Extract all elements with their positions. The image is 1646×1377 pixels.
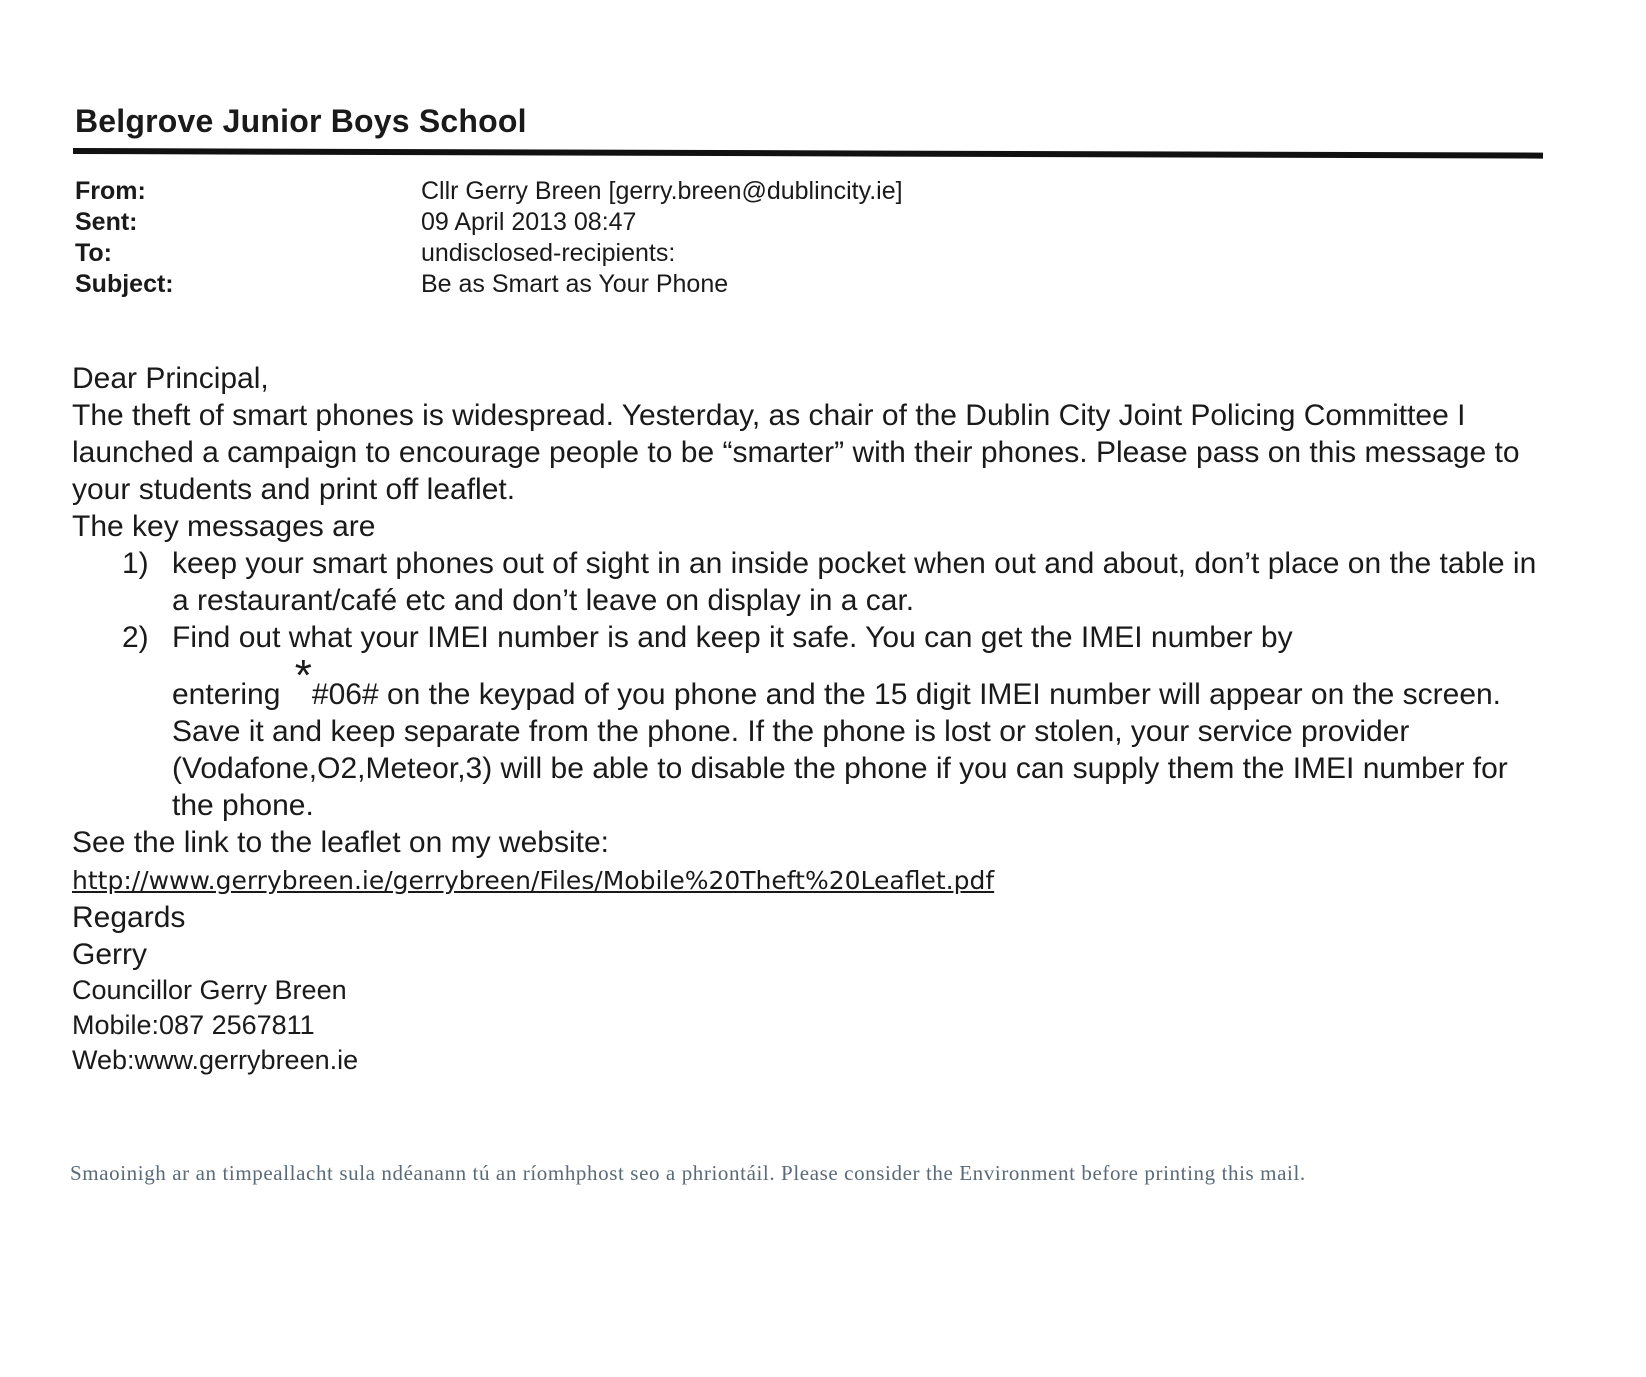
list-item-text-continued: #06# on the keypad of you phone and the 15 digit IMEI number will appear on the screen. Save it and keep separate from the phone. If the phone is lost or stolen, your service provider (Vodafone,O2,Meteor,3) will be able to disable the phone if you can supply them the IMEI number for the phone. [172, 678, 1508, 822]
list-item-text: Find out what your IMEI number is and keep it safe. You can get the IMEI number by [172, 621, 1293, 654]
to-value: undisclosed-recipients: [421, 239, 676, 267]
signature-mobile: Mobile:087 2567811 [72, 1010, 315, 1040]
signature-web: Web:www.gerrybreen.ie [72, 1045, 359, 1075]
subject-label: Subject: [75, 270, 174, 298]
email-body [72, 360, 1542, 1078]
from-value: Cllr Gerry Breen [gerry.breen@dublincity.ie] [421, 177, 903, 205]
signature-name: Councillor Gerry Breen [72, 975, 347, 1005]
to-label: To: [75, 239, 113, 267]
list-item-number: 1) [122, 547, 149, 580]
regards: Regards [72, 901, 186, 934]
asterisk-glyph: * [294, 651, 312, 700]
subject-value: Be as Smart as Your Phone [421, 270, 729, 298]
document-title: Belgrove Junior Boys School [75, 103, 527, 139]
signoff-name: Gerry [72, 938, 147, 971]
key-messages-list [72, 545, 1542, 824]
environment-footer: Smaoinigh ar an timpeallacht sula ndéanann tú an ríomhphost seo a phriontáil. Please consider the Environment before printing this mail. [70, 1161, 1306, 1185]
list-item [72, 619, 1542, 824]
entering-text: entering [172, 678, 281, 711]
from-label: From: [75, 177, 146, 205]
list-item-number: 2) [122, 621, 149, 654]
imei-instruction [172, 651, 1542, 824]
leaflet-link[interactable]: http://www.gerrybreen.ie/gerrybreen/Files/Mobile%20Theft%20Leaflet.pdf [72, 866, 995, 895]
greeting: Dear Principal, [72, 362, 269, 395]
header-divider [73, 148, 1543, 159]
key-messages-intro: The key messages are [72, 510, 376, 543]
list-item [72, 545, 1542, 619]
link-intro: See the link to the leaflet on my website: [72, 826, 609, 859]
intro-paragraph: The theft of smart phones is widespread. Yesterday, as chair of the Dublin City Joint Policing Committee I launched a campaign to encourage people to be “smarter” with their phones. Please pass on this message to your students and print off leaflet. [72, 399, 1520, 506]
list-item-text: keep your smart phones out of sight in an inside pocket when out and about, don’t place on the table in a restaurant/café etc and don’t leave on display in a car. [172, 547, 1537, 617]
sent-value: 09 April 2013 08:47 [421, 208, 637, 236]
sent-label: Sent: [75, 208, 138, 236]
